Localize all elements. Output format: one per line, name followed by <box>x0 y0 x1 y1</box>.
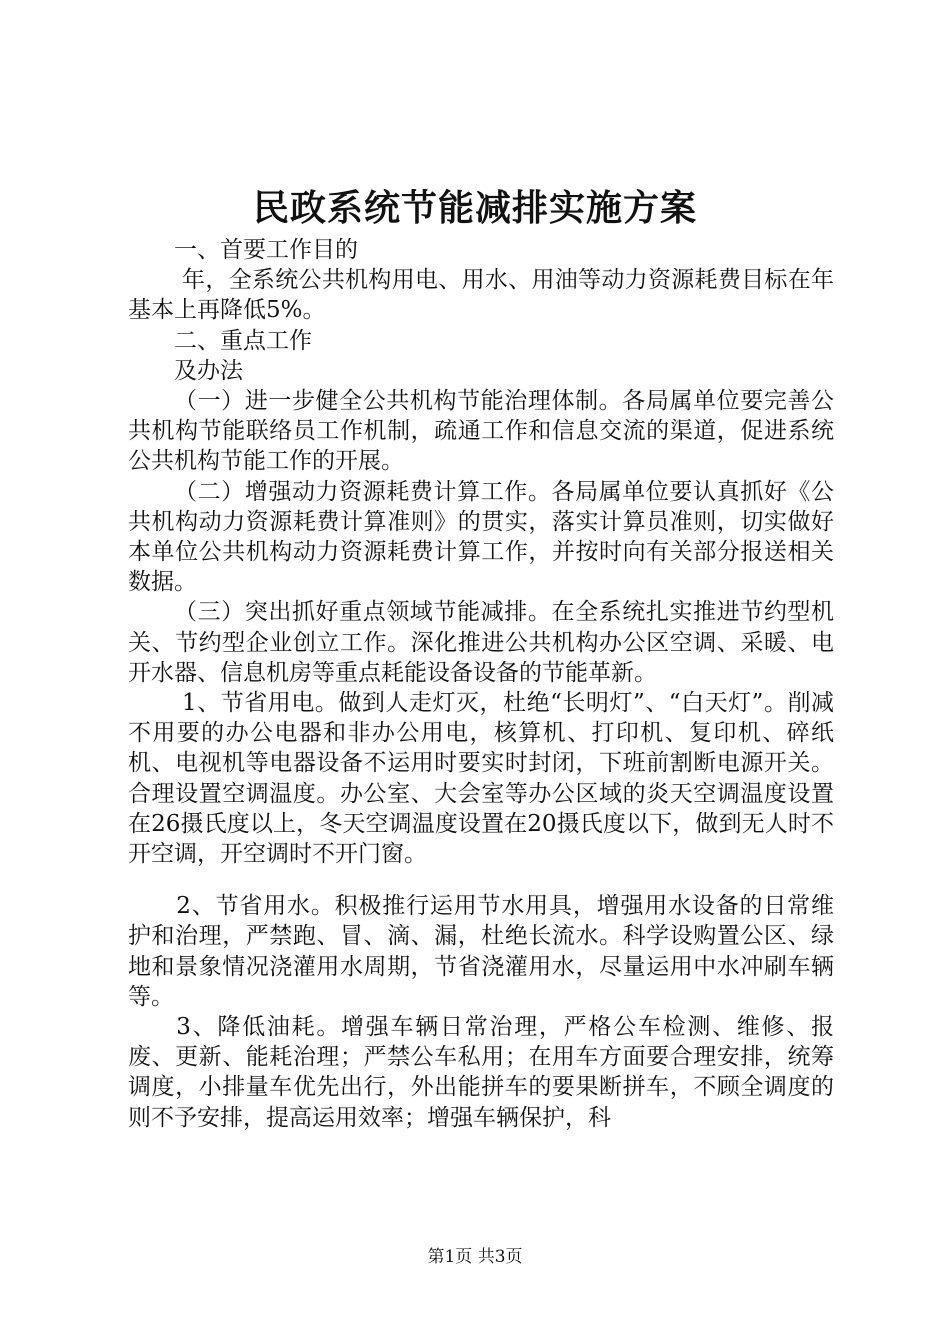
paragraph-save-water: 2、节省用水。积极推行运用节水用具，增强用水设备的日常维护和治理，严禁跑、冒、滴、漏，杜绝长流水。科学设购置公区、绿地和景象情况浇灌用水周期，节省浇灌用水，尽量运用中水冲刷车辆等。 <box>128 893 834 1010</box>
section-heading-key-work: 二、重点工作 <box>174 327 312 354</box>
paragraph-item-1: （一）进一步健全公共机构节能治理体制。各局属单位要完善公共机构节能联络员工作机制，疏通工作和信息交流的渠道，促进系统公共机构节能工作的开展。 <box>128 388 834 475</box>
paragraph-item-2: （二）增强动力资源耗费计算工作。各局属单位要认真抓好《公共机构动力资源耗费计算准则》的贯实，落实计算员准则，切实做好本单位公共机构动力资源耗费计算工作，并按时向有关部分报送相关数据。 <box>128 478 834 596</box>
paragraph-gap <box>128 869 834 891</box>
page-number: 第1页 共3页 <box>427 1247 523 1267</box>
document-title: 民政系统节能减排实施方案 <box>252 187 697 229</box>
document-body <box>128 235 834 1133</box>
paragraph-reduce-fuel: 3、降低油耗。增强车辆日常治理，严格公车检测、维修、报废、更新、能耗治理；严禁公车私用；在用车方面要合理安排，统筹调度，小排量车优先出行，外出能拼车的要果断拼车，不顾全调度的则不予安排，提高运用效率；增强车辆保护，科 <box>128 1014 834 1131</box>
paragraph-goal-text: 年，全系统公共机构用电、用水、用油等动力资源耗费目标在年基本上再降低5%。 <box>128 267 834 324</box>
section-heading-measures: 及办法 <box>174 357 243 384</box>
paragraph-save-electricity: 1、节省用电。做到人走灯灭，杜绝“长明灯”、“白天灯”。削减不用要的办公电器和非办公用电，核算机、打印机、复印机、碎纸机、电视机等电器设备不运用时要实时封闭，下班前割断电源开关。合理设置空调温度。办公室、大会室等办公区域的炎天空调温度设置在26摄氏度以上，冬天空调温度设置在20摄氏度以下，做到无人时不开空调，开空调时不开门窗。 <box>128 690 834 868</box>
paragraph-item-3: （三）突出抓好重点领域节能减排。在全系统扎实推进节约型机关、节约型企业创立工作。深化推进公共机构办公区空调、采暖、电开水器、信息机房等重点耗能设备设备的节能革新。 <box>128 599 834 686</box>
section-heading-goal: 一、首要工作目的 <box>174 237 358 263</box>
